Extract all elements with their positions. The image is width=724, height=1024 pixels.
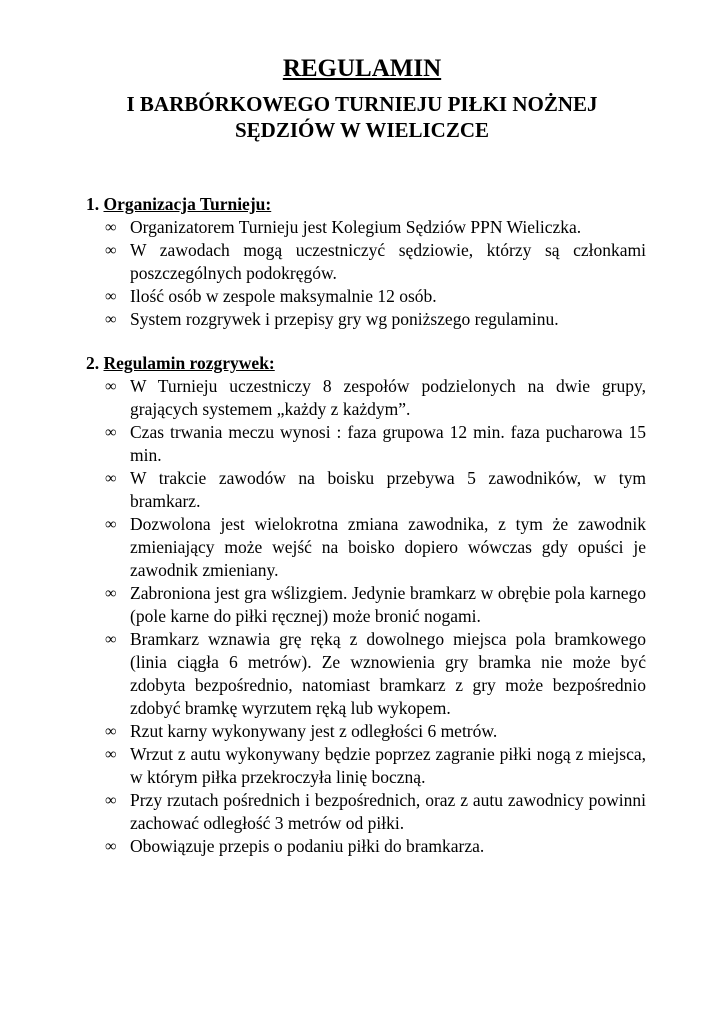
infinity-bullet-icon: ∞ (105, 516, 117, 533)
infinity-bullet-icon: ∞ (105, 585, 117, 602)
section-number: 1. (86, 194, 100, 214)
infinity-bullet-icon: ∞ (105, 288, 117, 305)
list-item: ∞ System rozgrywek i przepisy gry wg poniższego regulaminu. (105, 309, 559, 329)
list-item: ∞ W Turnieju uczestniczy 8 zespołów podzielonych na dwie grupy, grających systemem „każdy z każdym”. (105, 376, 646, 419)
infinity-bullet-icon: ∞ (105, 631, 117, 648)
infinity-bullet-icon: ∞ (105, 792, 117, 809)
list-item: ∞ Obowiązuje przepis o podaniu piłki do bramkarza. (105, 836, 485, 856)
infinity-bullet-icon: ∞ (105, 746, 117, 763)
list-item: ∞ Rzut karny wykonywany jest z odległości 6 metrów. (105, 721, 498, 741)
infinity-bullet-icon: ∞ (105, 242, 117, 259)
section-heading (86, 352, 646, 375)
list-item: ∞ Bramkarz wznawia grę ręką z dowolnego miejsca pola bramkowego (linia ciągła 6 metrów). Ze wznowienia gry bramka nie może być zdobyta bezpośrednio, natomiast bramkarz z gry może bezpośrednio zdobyć bramkę wyrzutem ręką lub wykopem. (105, 629, 646, 718)
infinity-bullet-icon: ∞ (105, 219, 117, 236)
section-list (86, 216, 646, 331)
infinity-bullet-icon: ∞ (105, 470, 117, 487)
list-item: ∞ W trakcie zawodów na boisku przebywa 5 zawodników, w tym bramkarz. (105, 468, 646, 511)
list-item: ∞ Czas trwania meczu wynosi : faza grupowa 12 min. faza pucharowa 15 min. (105, 422, 646, 465)
infinity-bullet-icon: ∞ (105, 311, 117, 328)
infinity-bullet-icon: ∞ (105, 838, 117, 855)
section-list (86, 375, 646, 858)
list-item: ∞ Wrzut z autu wykonywany będzie poprzez zagranie piłki nogą z miejsca, w którym piłka przekroczyła linię boczną. (105, 744, 646, 787)
list-item: ∞ Organizatorem Turnieju jest Kolegium Sędziów PPN Wieliczka. (105, 217, 582, 237)
section-number: 2. (86, 353, 100, 373)
list-item: ∞ Przy rzutach pośrednich i bezpośrednich, oraz z autu zawodnicy powinni zachować odległość 3 metrów od piłki. (105, 790, 646, 833)
section-heading-text: Regulamin rozgrywek: (103, 353, 275, 373)
document-title: REGULAMIN (282, 55, 442, 82)
list-item: ∞ Dozwolona jest wielokrotna zmiana zawodnika, z tym że zawodnik zmieniający może wejść na boisko dopiero wówczas gdy opuści je zawodnik zmieniany. (105, 514, 646, 580)
document-subtitle-line1: I BARBÓRKOWEGO TURNIEJU PIŁKI NOŻNEJ (126, 92, 598, 116)
infinity-bullet-icon: ∞ (105, 378, 117, 395)
section-heading-text: Organizacja Turnieju: (103, 194, 272, 214)
list-item: ∞ W zawodach mogą uczestniczyć sędziowie, którzy są członkami poszczególnych podokręgów. (105, 240, 646, 283)
list-item: ∞ Ilość osób w zespole maksymalnie 12 osób. (105, 286, 437, 306)
infinity-bullet-icon: ∞ (105, 424, 117, 441)
infinity-bullet-icon: ∞ (105, 723, 117, 740)
list-item: ∞ Zabroniona jest gra wślizgiem. Jedynie bramkarz w obrębie pola karnego (pole karne do piłki ręcznej) może bronić nogami. (105, 583, 646, 626)
section-regulamin-rozgrywek (86, 352, 646, 858)
section-heading (86, 193, 646, 216)
document-subtitle-line2: SĘDZIÓW W WIELICZCE (234, 118, 490, 142)
section-organizacja (86, 193, 646, 331)
